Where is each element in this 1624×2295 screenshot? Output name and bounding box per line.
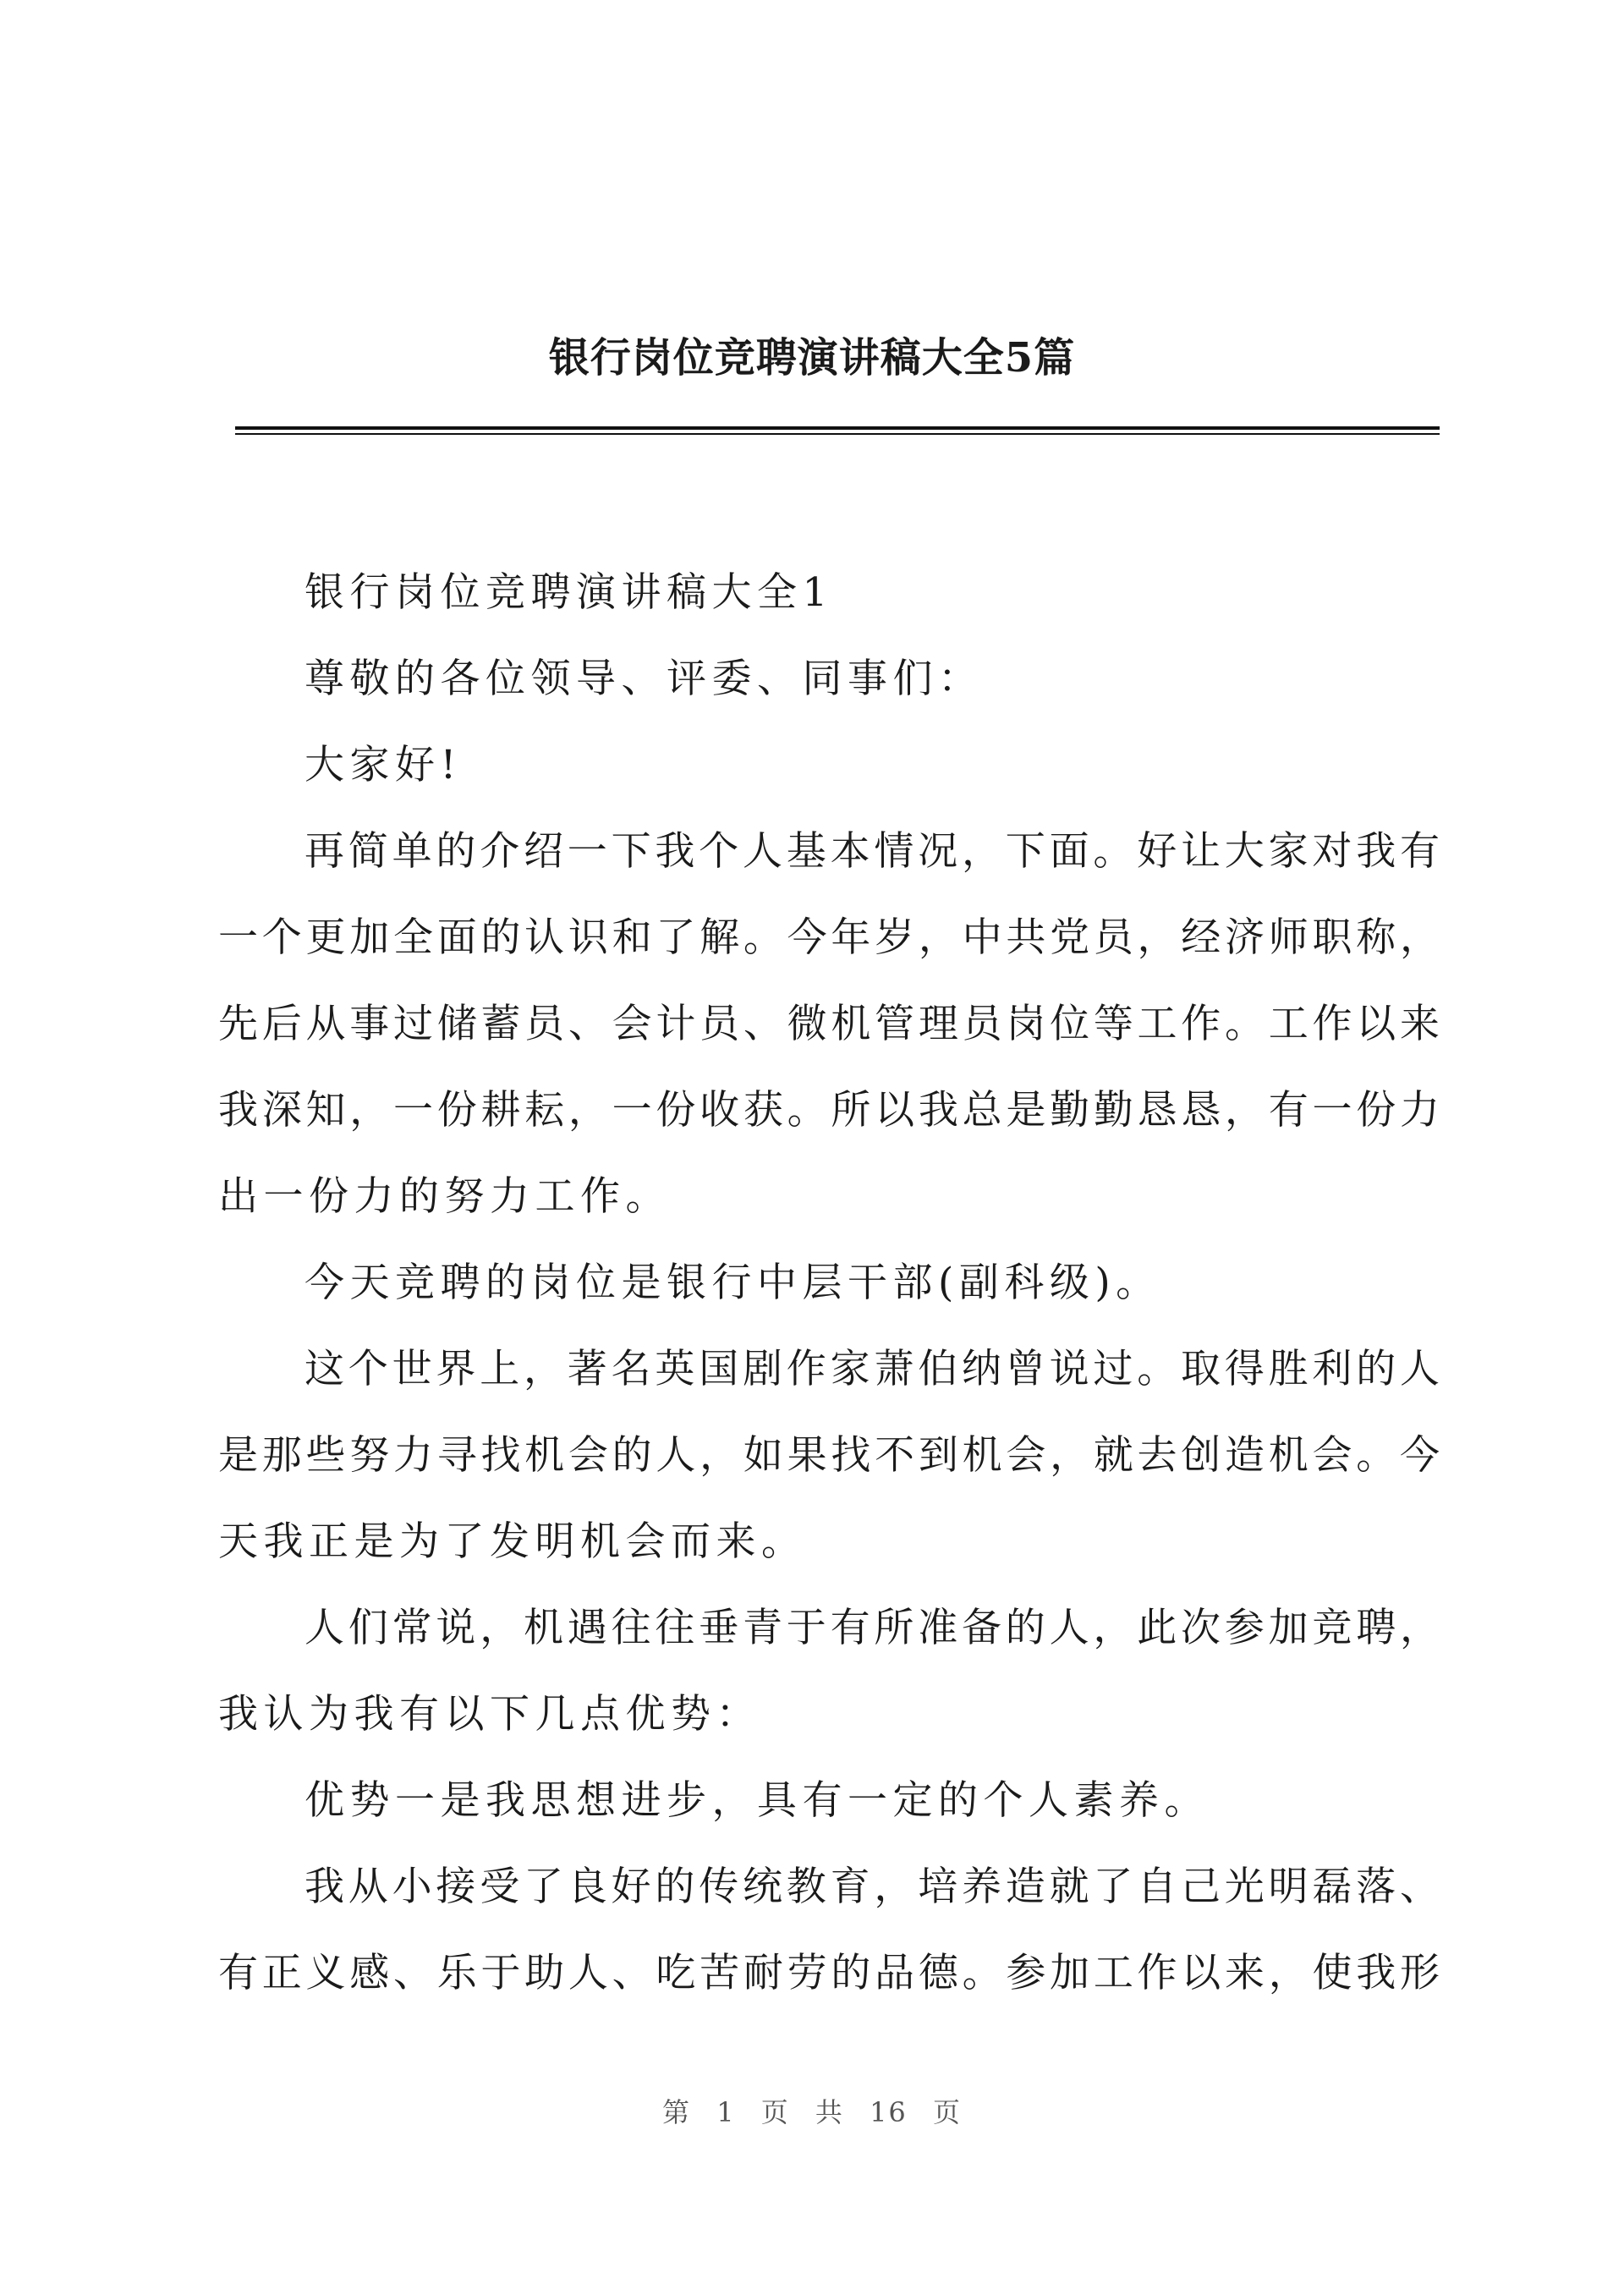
paragraph-line: 我深知，一份耕耘，一份收获。所以我总是勤勤恳恳，有一份力 bbox=[218, 1087, 1440, 1134]
paragraph-line: 是那些努力寻找机会的人，如果找不到机会，就去创造机会。今 bbox=[218, 1432, 1440, 1479]
paragraph-line: 一个更加全面的认识和了解。今年岁，中共党员，经济师职称， bbox=[218, 914, 1440, 961]
paragraph-line: 人们常说，机遇往往垂青于有所准备的人，此次参加竞聘， bbox=[304, 1605, 1440, 1651]
paragraph-line: 再简单的介绍一下我个人基本情况，下面。好让大家对我有 bbox=[304, 828, 1440, 875]
salutation: 尊敬的各位领导、评委、同事们： bbox=[304, 656, 984, 702]
paragraph-line: 这个世界上，著名英国剧作家萧伯纳曾说过。取得胜利的人 bbox=[304, 1346, 1440, 1392]
paragraph-line: 有正义感、乐于助人、吃苦耐劳的品德。参加工作以来，使我形 bbox=[218, 1950, 1440, 1996]
title-rule-thick bbox=[235, 426, 1440, 430]
paragraph-line: 优势一是我思想进步，具有一定的个人素养。 bbox=[304, 1777, 1210, 1824]
title-rule-thin bbox=[235, 433, 1440, 435]
document-body bbox=[218, 550, 1440, 2017]
paragraph-line: 出一份力的努力工作。 bbox=[218, 1173, 671, 1220]
paragraph-line: 先后从事过储蓄员、会计员、微机管理员岗位等工作。工作以来 bbox=[218, 1001, 1440, 1047]
section-heading: 银行岗位竞聘演讲稿大全1 bbox=[304, 569, 833, 616]
paragraph-line: 我从小接受了良好的传统教育，培养造就了自己光明磊落、 bbox=[304, 1864, 1440, 1910]
paragraph-line: 我认为我有以下几点优势： bbox=[218, 1691, 761, 1738]
page-footer: 第 1 页 共 16 页 bbox=[662, 2096, 962, 2128]
paragraph-line: 天我正是为了发明机会而来。 bbox=[218, 1518, 807, 1565]
document-title: 银行岗位竞聘演讲稿大全5篇 bbox=[548, 334, 1076, 382]
paragraph-line: 今天竞聘的岗位是银行中层干部(副科级)。 bbox=[304, 1260, 1161, 1306]
greeting: 大家好! bbox=[304, 742, 462, 788]
